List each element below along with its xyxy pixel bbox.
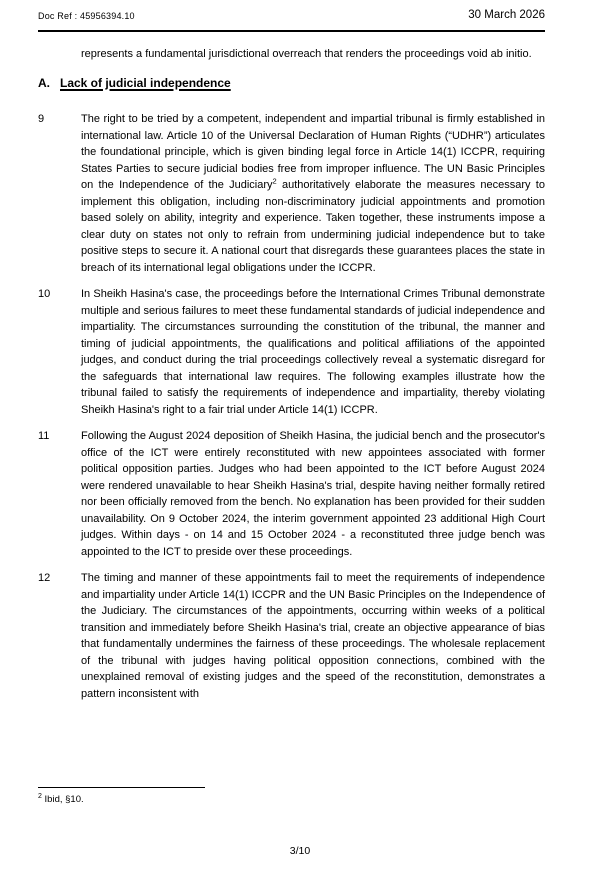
header-divider — [38, 30, 545, 32]
doc-ref: Doc Ref : 45956394.10 — [38, 11, 135, 21]
doc-date: 30 March 2026 — [468, 9, 545, 21]
numbered-paragraph — [38, 286, 545, 418]
continuation-paragraph: represents a fundamental jurisdictional overreach that renders the proceedings void ab initio. — [81, 48, 532, 60]
section-label: A. — [38, 75, 50, 90]
paragraph-text-segment: The right to be tried by a competent, independent and impartial tribunal is firmly established in international law. Article 10 of the Universal Declaration of Human Rights (“UDHR”) articulates the foundational principle, which is given binding legal force in Article 14(1) ICCPR, requiring States Parties to secure judicial bodies free from improper influence. The UN Basic Principles on the Independence of the Judiciary — [81, 113, 545, 191]
footnote-text: Ibid, §10. — [44, 794, 84, 805]
paragraph-number: 9 — [38, 113, 45, 125]
footnote-divider — [38, 787, 205, 788]
paragraph-text-segment: authoritatively elaborate the measures necessary to implement this obligation, including non-discriminatory judicial appointments and promotion based solely on ability, integrity and experience. Taken together, these instruments impose a clear duty on states not only to refrain from undermining judicial independence but to take positive steps to secure it. A national court that disregards these guarantees places the state in breach of its international legal obligations under the ICCPR. — [81, 179, 545, 274]
paragraph-text: In Sheikh Hasina's case, the proceedings before the International Crimes Tribunal demonstrate multiple and serious failures to meet these fundamental standards of judicial independence and impartiality. The circumstances surrounding the constitution of the tribunal, the manner and timing of judicial appointments, the qualifications and political affiliations of the appointed judges, and conduct during the trial proceedings collectively reveal a systematic disregard for the safeguards that international law requires. The following examples illustrate how the tribunal failed to satisfy the requirements of independence and impartiality, thereby violating Sheikh Hasina's right to a fair trial under Article 14(1) ICCPR. — [81, 288, 545, 416]
numbered-paragraph — [38, 111, 545, 276]
paragraph-text: The timing and manner of these appointments fail to meet the requirements of independence and impartiality under Article 14(1) ICCPR and the UN Basic Principles on the Independence of the Judiciary. The circumstances of the appointments, occurring within weeks of a political transition and immediately before Sheikh Hasina's trial, create an objective appearance of bias that fundamentally undermines the fairness of these proceedings. The wholesale replacement of the tribunal with judges having political opposition connections, combined with the unexplained removal of existing judges and the speed of the reconstitution, demonstrates a pattern inconsistent with — [81, 572, 545, 700]
document-body — [38, 46, 545, 702]
numbered-paragraph-list — [38, 111, 545, 702]
paragraph-text: Following the August 2024 deposition of Sheikh Hasina, the judicial bench and the prosecutor's office of the ICT were entirely reconstituted with new appointees associated with former political opposition parties. Judges who had been appointed to the ICT before August 2024 were rendered unavailable to hear Sheikh Hasina's trial, despite having neither formally retired nor been officially removed from the bench. No explanation has been provided for their sudden unavailability. On 9 October 2024, the interim government appointed 23 additional High Court judges. Within days - on 14 and 15 October 2024 - a reconstituted three judge bench was appointed to the ICT to preside over these proceedings. — [81, 430, 545, 558]
numbered-paragraph — [38, 570, 545, 702]
paragraph-number: 10 — [38, 288, 51, 300]
footnote-block — [38, 787, 298, 806]
footnote-marker: 2 — [38, 792, 42, 800]
numbered-paragraph — [38, 428, 545, 560]
document-header — [38, 9, 545, 21]
paragraph-number: 12 — [38, 572, 51, 584]
paragraph-number: 11 — [38, 430, 50, 442]
footnote — [38, 793, 298, 806]
paragraph-text — [81, 111, 545, 276]
section-title: Lack of judicial independence — [60, 75, 231, 90]
page-number: 3/10 — [289, 845, 311, 857]
section-heading — [38, 75, 545, 92]
footnote-reference: 2 — [272, 176, 277, 186]
